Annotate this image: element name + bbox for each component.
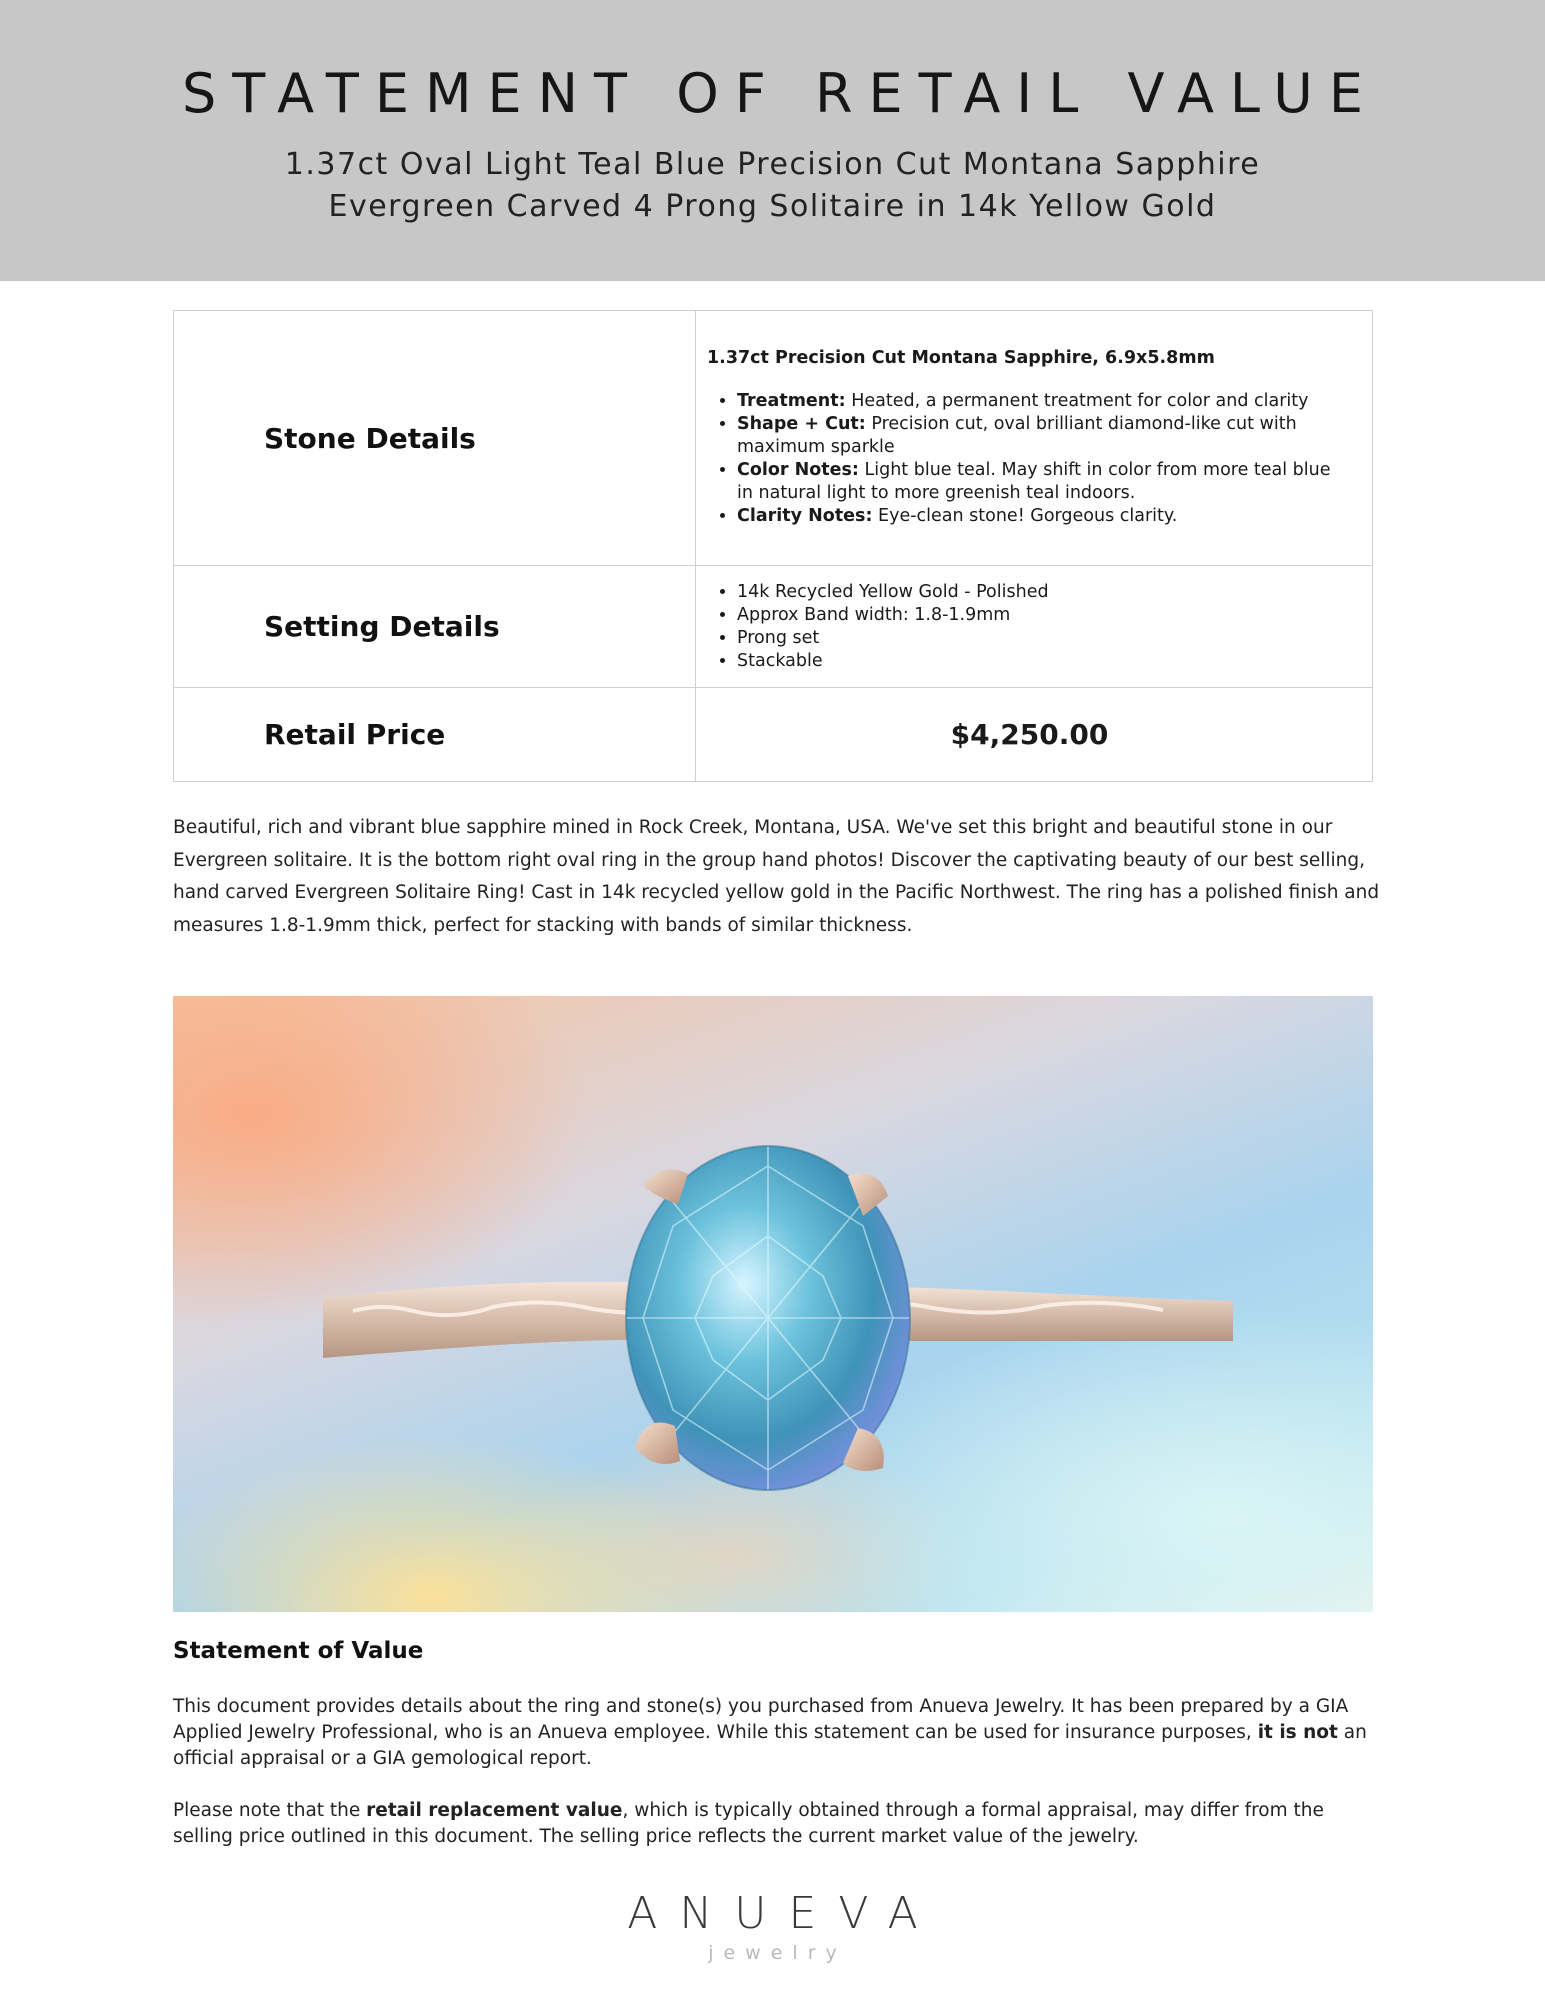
list-item-key: Clarity Notes: bbox=[737, 506, 873, 526]
list-item-value: Precision cut, oval brilliant diamond-like cut with maximum sparkle bbox=[737, 414, 1297, 457]
list-item-value: Heated, a permanent treatment for color and clarity bbox=[845, 391, 1309, 411]
statement-p1-bold: it is not bbox=[1257, 1722, 1338, 1743]
details-table bbox=[173, 310, 1373, 782]
logo-wordmark: ANUEVA bbox=[627, 1888, 940, 1939]
subtitle-line-1: 1.37ct Oval Light Teal Blue Precision Cut Montana Sapphire bbox=[284, 147, 1261, 182]
retail-price-label: Retail Price bbox=[264, 718, 446, 751]
list-item bbox=[737, 459, 1342, 505]
retail-price-row bbox=[174, 688, 1373, 782]
subtitle-line-2: Evergreen Carved 4 Prong Solitaire in 14k Yellow Gold bbox=[328, 189, 1217, 224]
list-item: • Approx Band width: 1.8-1.9mm bbox=[737, 604, 1342, 627]
anueva-logo bbox=[0, 1888, 1545, 1964]
ring-illustration bbox=[173, 996, 1373, 1612]
retail-price-label-cell bbox=[174, 688, 696, 782]
statement-paragraph-1 bbox=[173, 1694, 1388, 1772]
statement-p2-text-end: , which is typically obtained through a formal appraisal, may differ from the selling price outlined in this document. The selling price reflects the current market value of the jewelry. bbox=[173, 1800, 1324, 1847]
setting-details-label: Setting Details bbox=[264, 610, 500, 643]
stone-details-label: Stone Details bbox=[264, 421, 476, 455]
statement-p1-text: This document provides details about the ring and stone(s) you purchased from Anueva Jewelry. It has been prepared by a GIA Applied Jewelry Professional, who is an Anueva employee. While this statement can be used for insurance purposes, bbox=[173, 1696, 1349, 1743]
statement-p2-text: Please note that the bbox=[173, 1800, 367, 1821]
list-item bbox=[737, 505, 1342, 528]
product-description: Beautiful, rich and vibrant blue sapphire mined in Rock Creek, Montana, USA. We've set this bright and beautiful stone in our Evergreen solitaire. It is the bottom right oval ring in the group hand photos! Discover the captivating beauty of our best selling, hand carved Evergreen Solitaire Ring! Cast in 14k recycled yellow gold in the Pacific Northwest. The ring has a polished finish and measures 1.8-1.9mm thick, perfect for stacking with bands of similar thickness. bbox=[173, 817, 1380, 936]
setting-details-value-cell bbox=[696, 566, 1373, 688]
logo-subtitle: jewelry bbox=[708, 1942, 847, 1964]
list-item-key: Color Notes: bbox=[737, 460, 859, 480]
list-item-key: Shape + Cut: bbox=[737, 414, 866, 434]
retail-price-value: $4,250.00 bbox=[696, 688, 1373, 782]
list-item: • Prong set bbox=[737, 627, 1342, 650]
stone-heading: 1.37ct Precision Cut Montana Sapphire, 6.9x5.8mm bbox=[707, 348, 1215, 368]
list-item-value: Eye-clean stone! Gorgeous clarity. bbox=[872, 506, 1178, 526]
list-item bbox=[737, 413, 1342, 459]
statement-paragraph-2 bbox=[173, 1798, 1388, 1850]
setting-details-label-cell bbox=[174, 566, 696, 688]
setting-details-list bbox=[707, 581, 1342, 673]
stone-details-value-cell bbox=[696, 311, 1373, 566]
statement-p1-text-end: an official appraisal or a GIA gemological report. bbox=[173, 1722, 1367, 1769]
list-item bbox=[737, 390, 1342, 413]
stone-details-label-cell bbox=[174, 311, 696, 566]
list-item-key: Treatment: bbox=[737, 391, 846, 411]
header-banner bbox=[0, 0, 1545, 281]
page-title: STATEMENT OF RETAIL VALUE bbox=[182, 62, 1379, 125]
stone-details-row bbox=[174, 311, 1373, 566]
list-item-value: Light blue teal. May shift in color from more teal blue in natural light to more greenish teal indoors. bbox=[737, 460, 1331, 503]
list-item: • Stackable bbox=[737, 650, 1342, 673]
setting-details-row bbox=[174, 566, 1373, 688]
statement-p2-bold: retail replacement value bbox=[366, 1800, 623, 1821]
stone-details-list bbox=[707, 390, 1342, 528]
ring-photo bbox=[173, 996, 1373, 1612]
statement-of-value-title: Statement of Value bbox=[173, 1638, 424, 1664]
list-item: • 14k Recycled Yellow Gold - Polished bbox=[737, 581, 1342, 604]
page-subtitle bbox=[0, 144, 1545, 228]
